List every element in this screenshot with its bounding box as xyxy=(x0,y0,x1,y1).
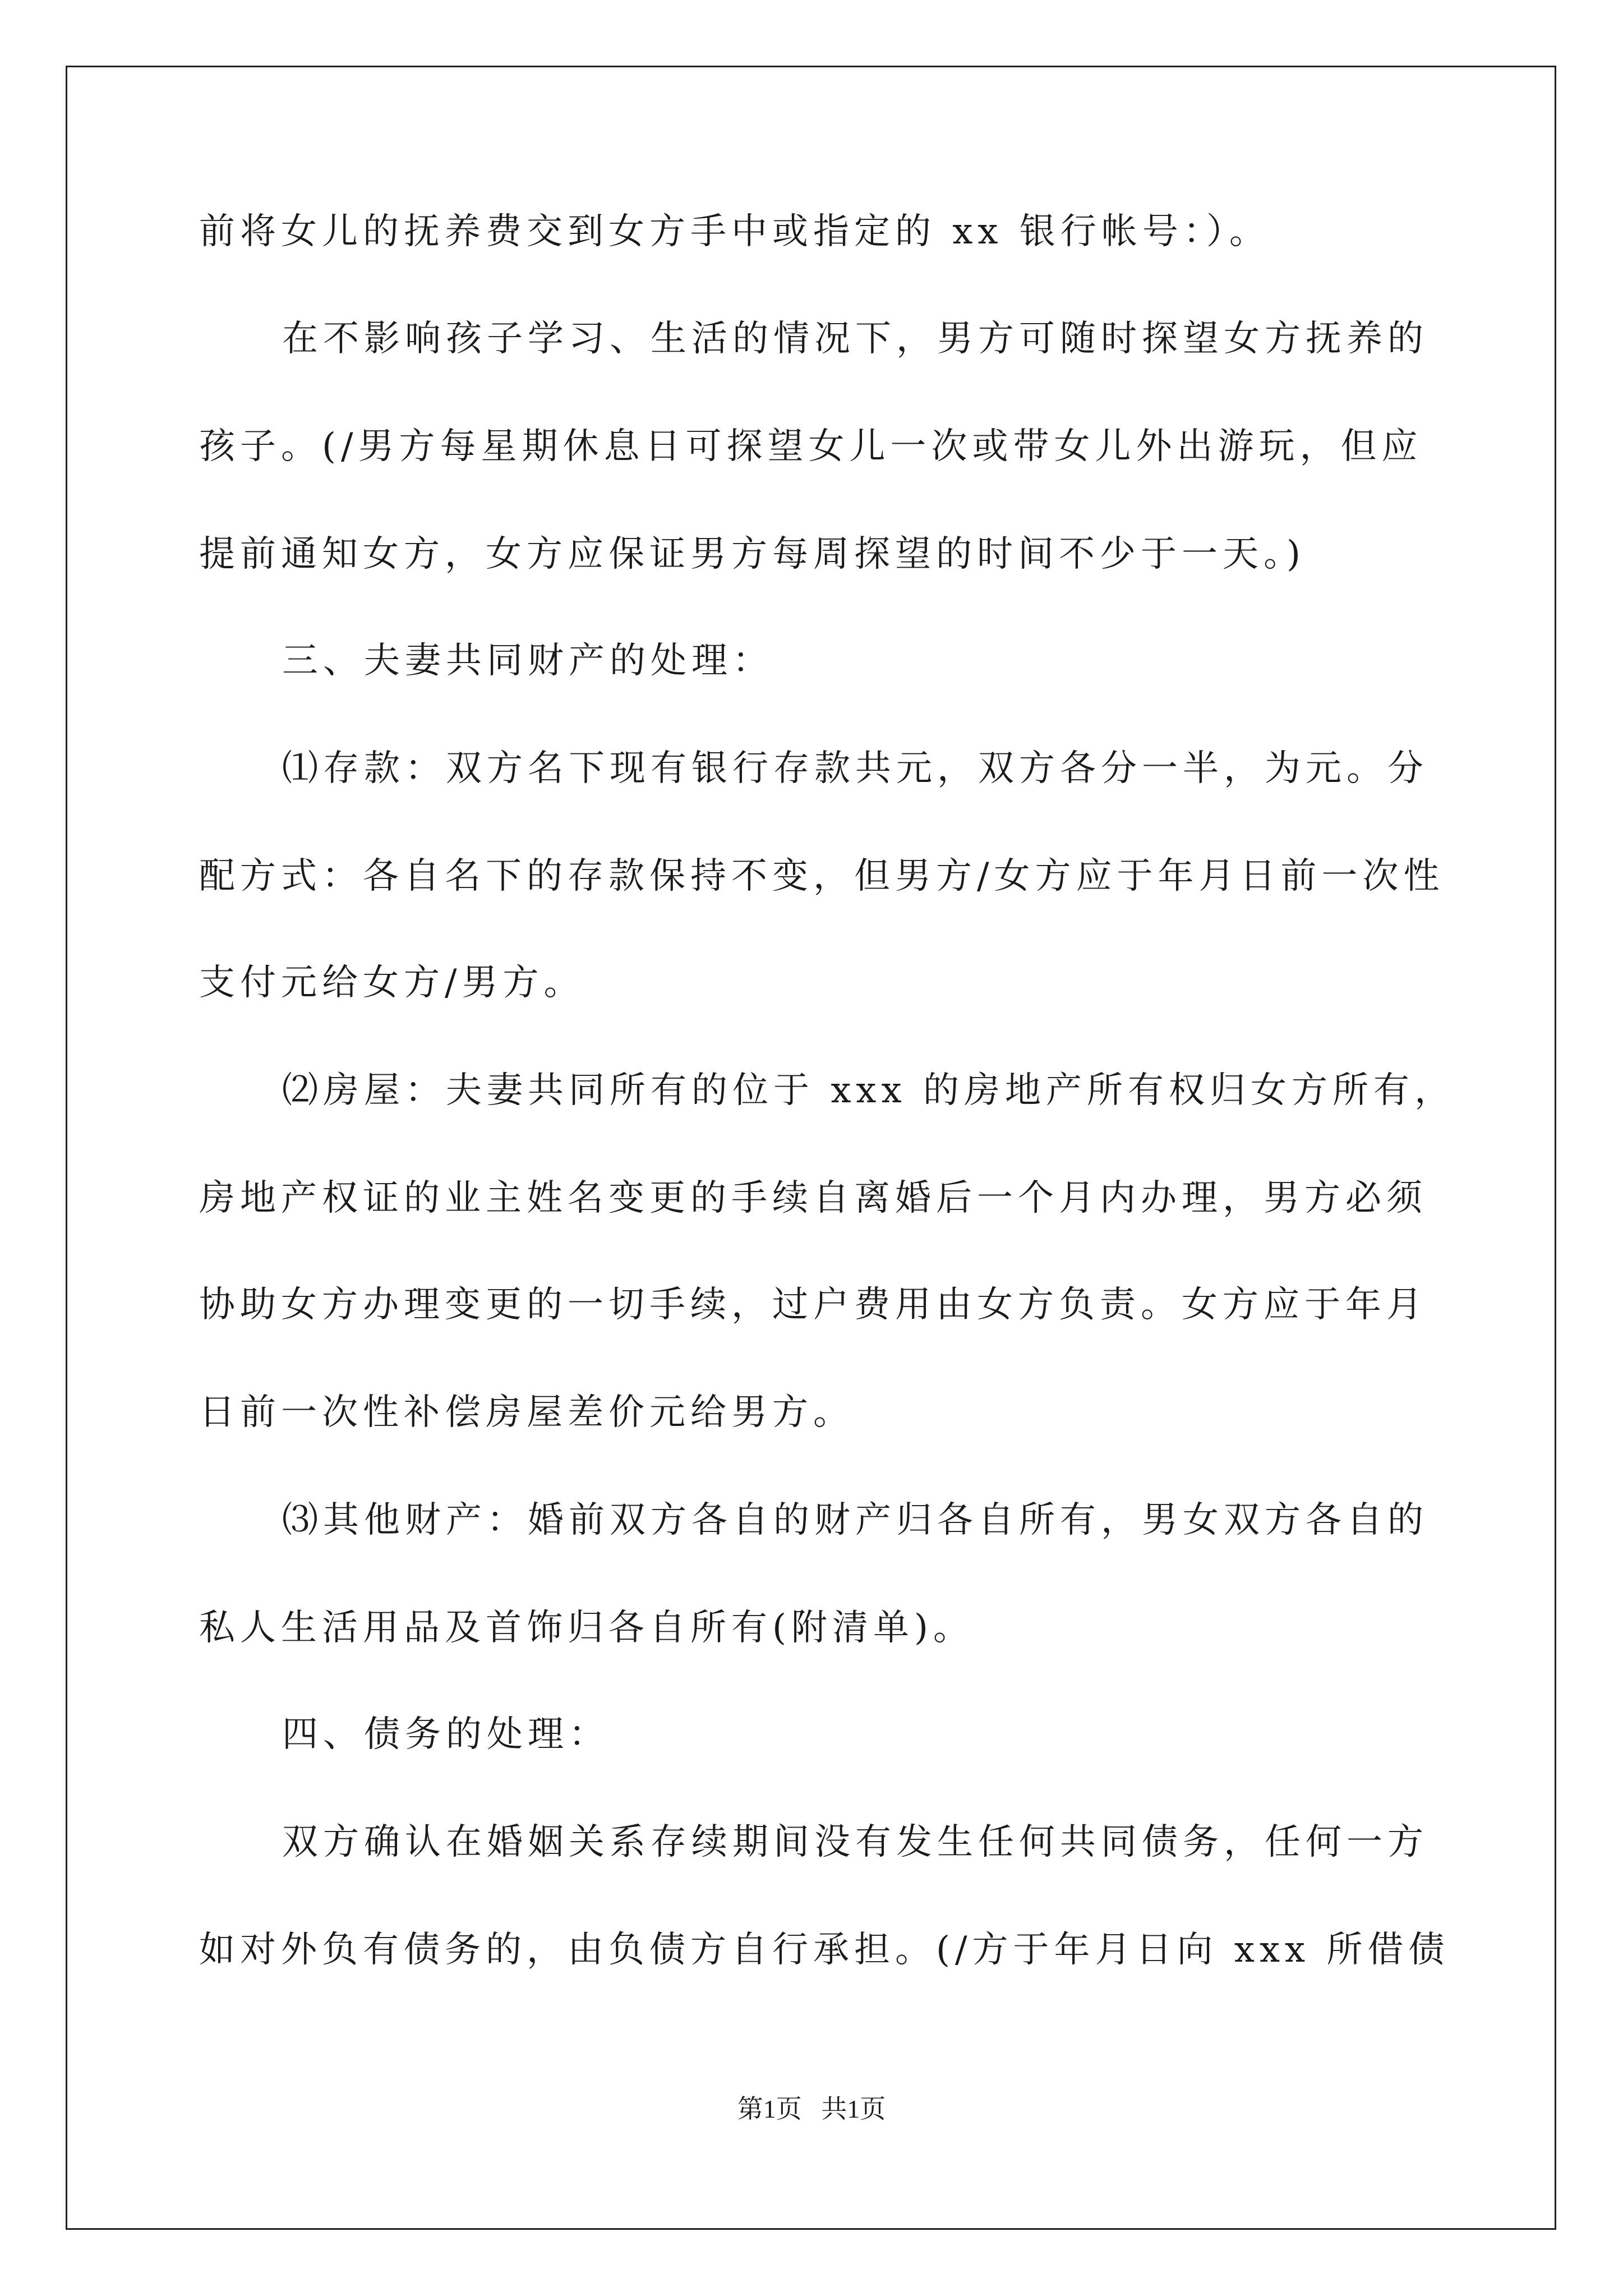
text-line-2: 在不影响孩子学习、生活的情况下，男方可随时探望女方抚养的 xyxy=(282,318,1428,360)
text-line-16: 双方确认在婚姻关系存续期间没有发生任何共同债务，任何一方 xyxy=(282,1821,1428,1863)
text-line-8: 支付元给女方/男方。 xyxy=(199,962,585,1004)
text-line-12: 日前一次性补偿房屋差价元给男方。 xyxy=(199,1392,854,1433)
text-line-9: ⑵房屋：夫妻共同所有的位于 xxx 的房地产所有权归女方所有， xyxy=(282,1070,1455,1111)
page-border xyxy=(66,66,1556,2230)
text-line-7: 配方式：各自名下的存款保持不变，但男方/女方应于年月日前一次性 xyxy=(199,855,1445,897)
text-line-11: 协助女方办理变更的一切手续，过户费用由女方负责。女方应于年月 xyxy=(199,1284,1427,1326)
text-line-13: ⑶其他财产：婚前双方各自的财产归各自所有，男女双方各自的 xyxy=(282,1499,1428,1541)
text-line-10: 房地产权证的业主姓名变更的手续自离婚后一个月内办理，男方必须 xyxy=(199,1177,1427,1219)
section-heading-3: 三、夫妻共同财产的处理： xyxy=(282,640,773,682)
text-line-14: 私人生活用品及首饰归各自所有(附清单)。 xyxy=(199,1607,974,1649)
page-footer: 第1页 共1页 xyxy=(737,2095,886,2123)
text-line-3: 孩子。(/男方每星期休息日可探望女儿一次或带女儿外出游玩，但应 xyxy=(199,426,1423,467)
text-line-6: ⑴存款：双方名下现有银行存款共元，双方各分一半，为元。分 xyxy=(282,748,1428,789)
text-line-17: 如对外负有债务的，由负债方自行承担。(/方于年月日向 xxx 所借债 xyxy=(199,1929,1450,1971)
section-heading-4: 四、债务的处理： xyxy=(282,1714,610,1755)
text-line-1: 前将女儿的抚养费交到女方手中或指定的 xx 银行帐号：）。 xyxy=(199,211,1270,252)
text-line-4: 提前通知女方，女方应保证男方每周探望的时间不少于一天。) xyxy=(199,533,1306,575)
